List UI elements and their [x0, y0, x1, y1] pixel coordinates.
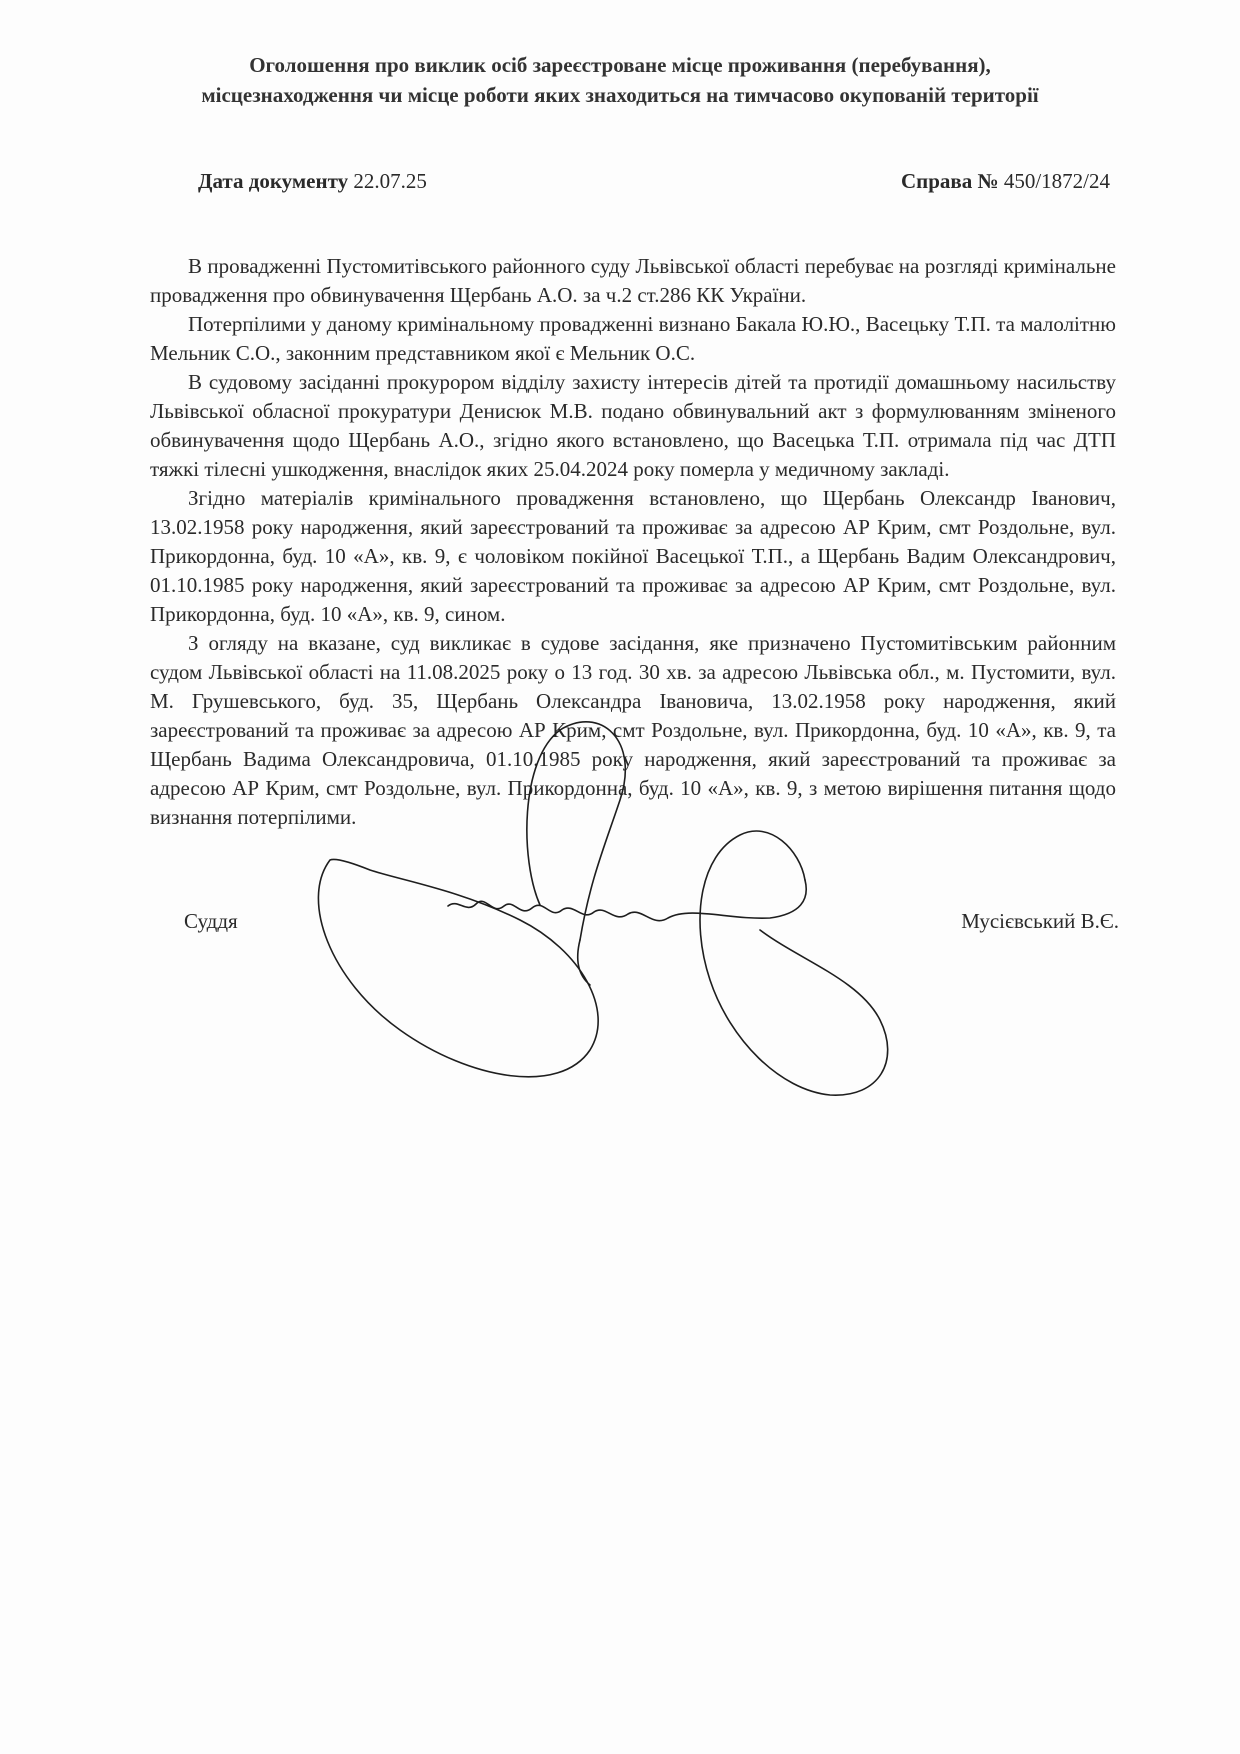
- signer-role: Суддя: [184, 909, 238, 933]
- date-value: 22.07.25: [353, 169, 427, 193]
- case-number: [901, 166, 1110, 196]
- paragraph: В судовому засіданні прокурором відділу захисту інтересів дітей та протидії домашньому насильству Львівської обласної прокуратури Денисюк М.В. подано обвинувальний акт з формулюванням зміненого обвинувачення щодо Щербань А.О., згідно якого встановлено, що Васецька Т.П. отримала під час ДТП тяжкі тілесні ушкодження, внаслідок яких 25.04.2024 року померла у медичному закладі.: [150, 370, 1116, 481]
- paragraph: З огляду на вказане, суд викликає в судове засідання, яке призначено Пустомитівським районним судом Львівської області на 11.08.2025 року о 13 год. 30 хв. за адресою Львівська обл., м. Пустомити, вул. М. Грушевського, буд. 35, Щербань Олександра Івановича, 13.02.1958 року народження, який зареєстрований та проживає за адресою АР Крим, смт Роздольне, вул. Прикордонна, буд. 10 «А», кв. 9, та Щербань Вадима Олександровича, 01.10.1985 року народження, який зареєстрований та проживає за адресою АР Крим, смт Роздольне, вул. Прикордонна, буд. 10 «А», кв. 9, з метою вирішення питання щодо визнання потерпілими.: [150, 631, 1116, 829]
- title-line-1: Оголошення про виклик осіб зареєстроване місце проживання (перебування),: [249, 53, 991, 77]
- document-meta: [198, 166, 1110, 196]
- document-date: [198, 166, 427, 196]
- signer-name: Мусієвський В.Є.: [961, 909, 1119, 933]
- paragraph: Потерпілими у даному кримінальному провадженні визнано Бакала Ю.Ю., Васецьку Т.П. та малолітню Мельник С.О., законним представником якої є Мельник О.С.: [150, 312, 1116, 365]
- case-label: Справа №: [900, 169, 999, 193]
- case-value: 450/1872/24: [1003, 169, 1110, 193]
- paragraph: В провадженні Пустомитівського районного суду Львівської області перебуває на розгляді кримінальне провадження про обвинувачення Щербань А.О. за ч.2 ст.286 КК України.: [150, 254, 1116, 307]
- title-line-2: місцезнаходження чи місце роботи яких знаходиться на тимчасово окупованій території: [201, 83, 1039, 107]
- paragraph: Згідно матеріалів кримінального провадження встановлено, що Щербань Олександр Іванович, 13.02.1958 року народження, який зареєстрований та проживає за адресою АР Крим, смт Роздольне, вул. Прикордонна, буд. 10 «А», кв. 9, є чоловіком покійної Васецької Т.П., а Щербань Вадим Олександрович, 01.10.1985 року народження, який зареєстрований та проживає за адресою АР Крим, смт Роздольне, вул. Прикордонна, буд. 10 «А», кв. 9, сином.: [150, 486, 1116, 626]
- signature-block: [184, 906, 1119, 936]
- document-title: [150, 50, 1090, 110]
- date-label: Дата документу: [198, 169, 349, 193]
- document-body: [150, 252, 1116, 832]
